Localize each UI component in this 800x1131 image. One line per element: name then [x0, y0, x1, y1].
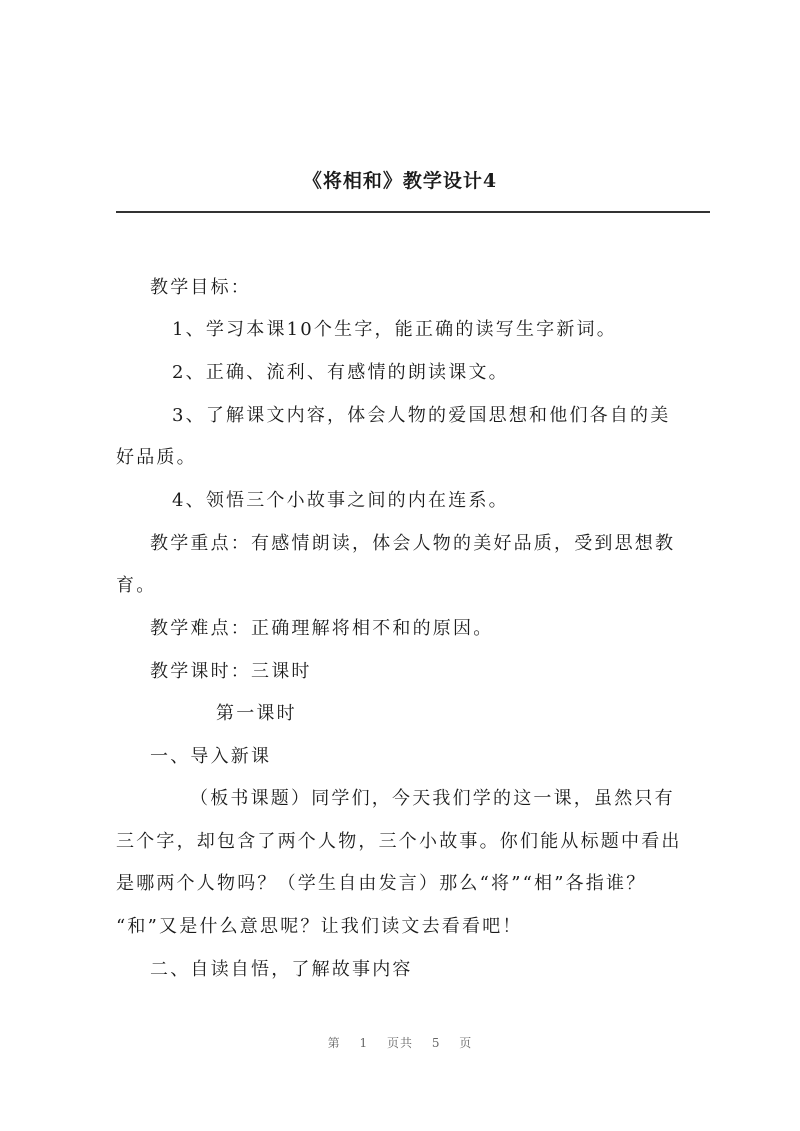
- body-line-objective-2: 2、正确、流利、有感情的朗读课文。: [172, 362, 509, 383]
- body-line-objective-3: 3、了解课文内容，体会人物的爱国思想和他们各自的美: [172, 405, 671, 426]
- footer-total-pages: 5: [431, 1036, 441, 1050]
- body-line-objective-3-cont: 好品质。: [116, 447, 197, 468]
- body-line-class-hours: 教学课时：三课时: [150, 661, 312, 682]
- section-heading-introduction: 一、导入新课: [150, 746, 272, 767]
- footer-middle: 页共: [386, 1036, 413, 1050]
- body-line-intro-1: （板书课题）同学们，今天我们学的这一课，虽然只有: [190, 788, 675, 809]
- title-divider: [116, 211, 710, 213]
- body-line-key-points: 教学重点：有感情朗读，体会人物的美好品质，受到思想教: [150, 533, 676, 554]
- footer-prefix: 第: [327, 1036, 341, 1050]
- footer-current-page: 1: [359, 1036, 369, 1050]
- body-line-objective-4: 4、领悟三个小故事之间的内在连系。: [172, 490, 509, 511]
- page-footer: [0, 1034, 800, 1051]
- document-title: 《将相和》教学设计4: [302, 170, 498, 192]
- body-line-key-points-cont: 育。: [116, 575, 157, 596]
- body-line-objective-1: 1、学习本课10个生字，能正确的读写生字新词。: [172, 319, 617, 340]
- body-line-difficulty: 教学难点：正确理解将相不和的原因。: [150, 618, 494, 639]
- body-line-objectives-heading: 教学目标：: [150, 277, 251, 298]
- footer-suffix: 页: [459, 1036, 473, 1050]
- section-heading-first-lesson: 第一课时: [216, 703, 297, 724]
- body-line-intro-4: “和”又是什么意思呢？让我们读文去看看吧！: [116, 916, 523, 937]
- section-heading-self-reading: 二、自读自悟，了解故事内容: [150, 959, 413, 980]
- body-line-intro-2: 三个字，却包含了两个人物，三个小故事。你们能从标题中看出: [116, 831, 682, 852]
- body-line-intro-3: 是哪两个人物吗？（学生自由发言）那么“将”“相”各指谁？: [116, 873, 647, 894]
